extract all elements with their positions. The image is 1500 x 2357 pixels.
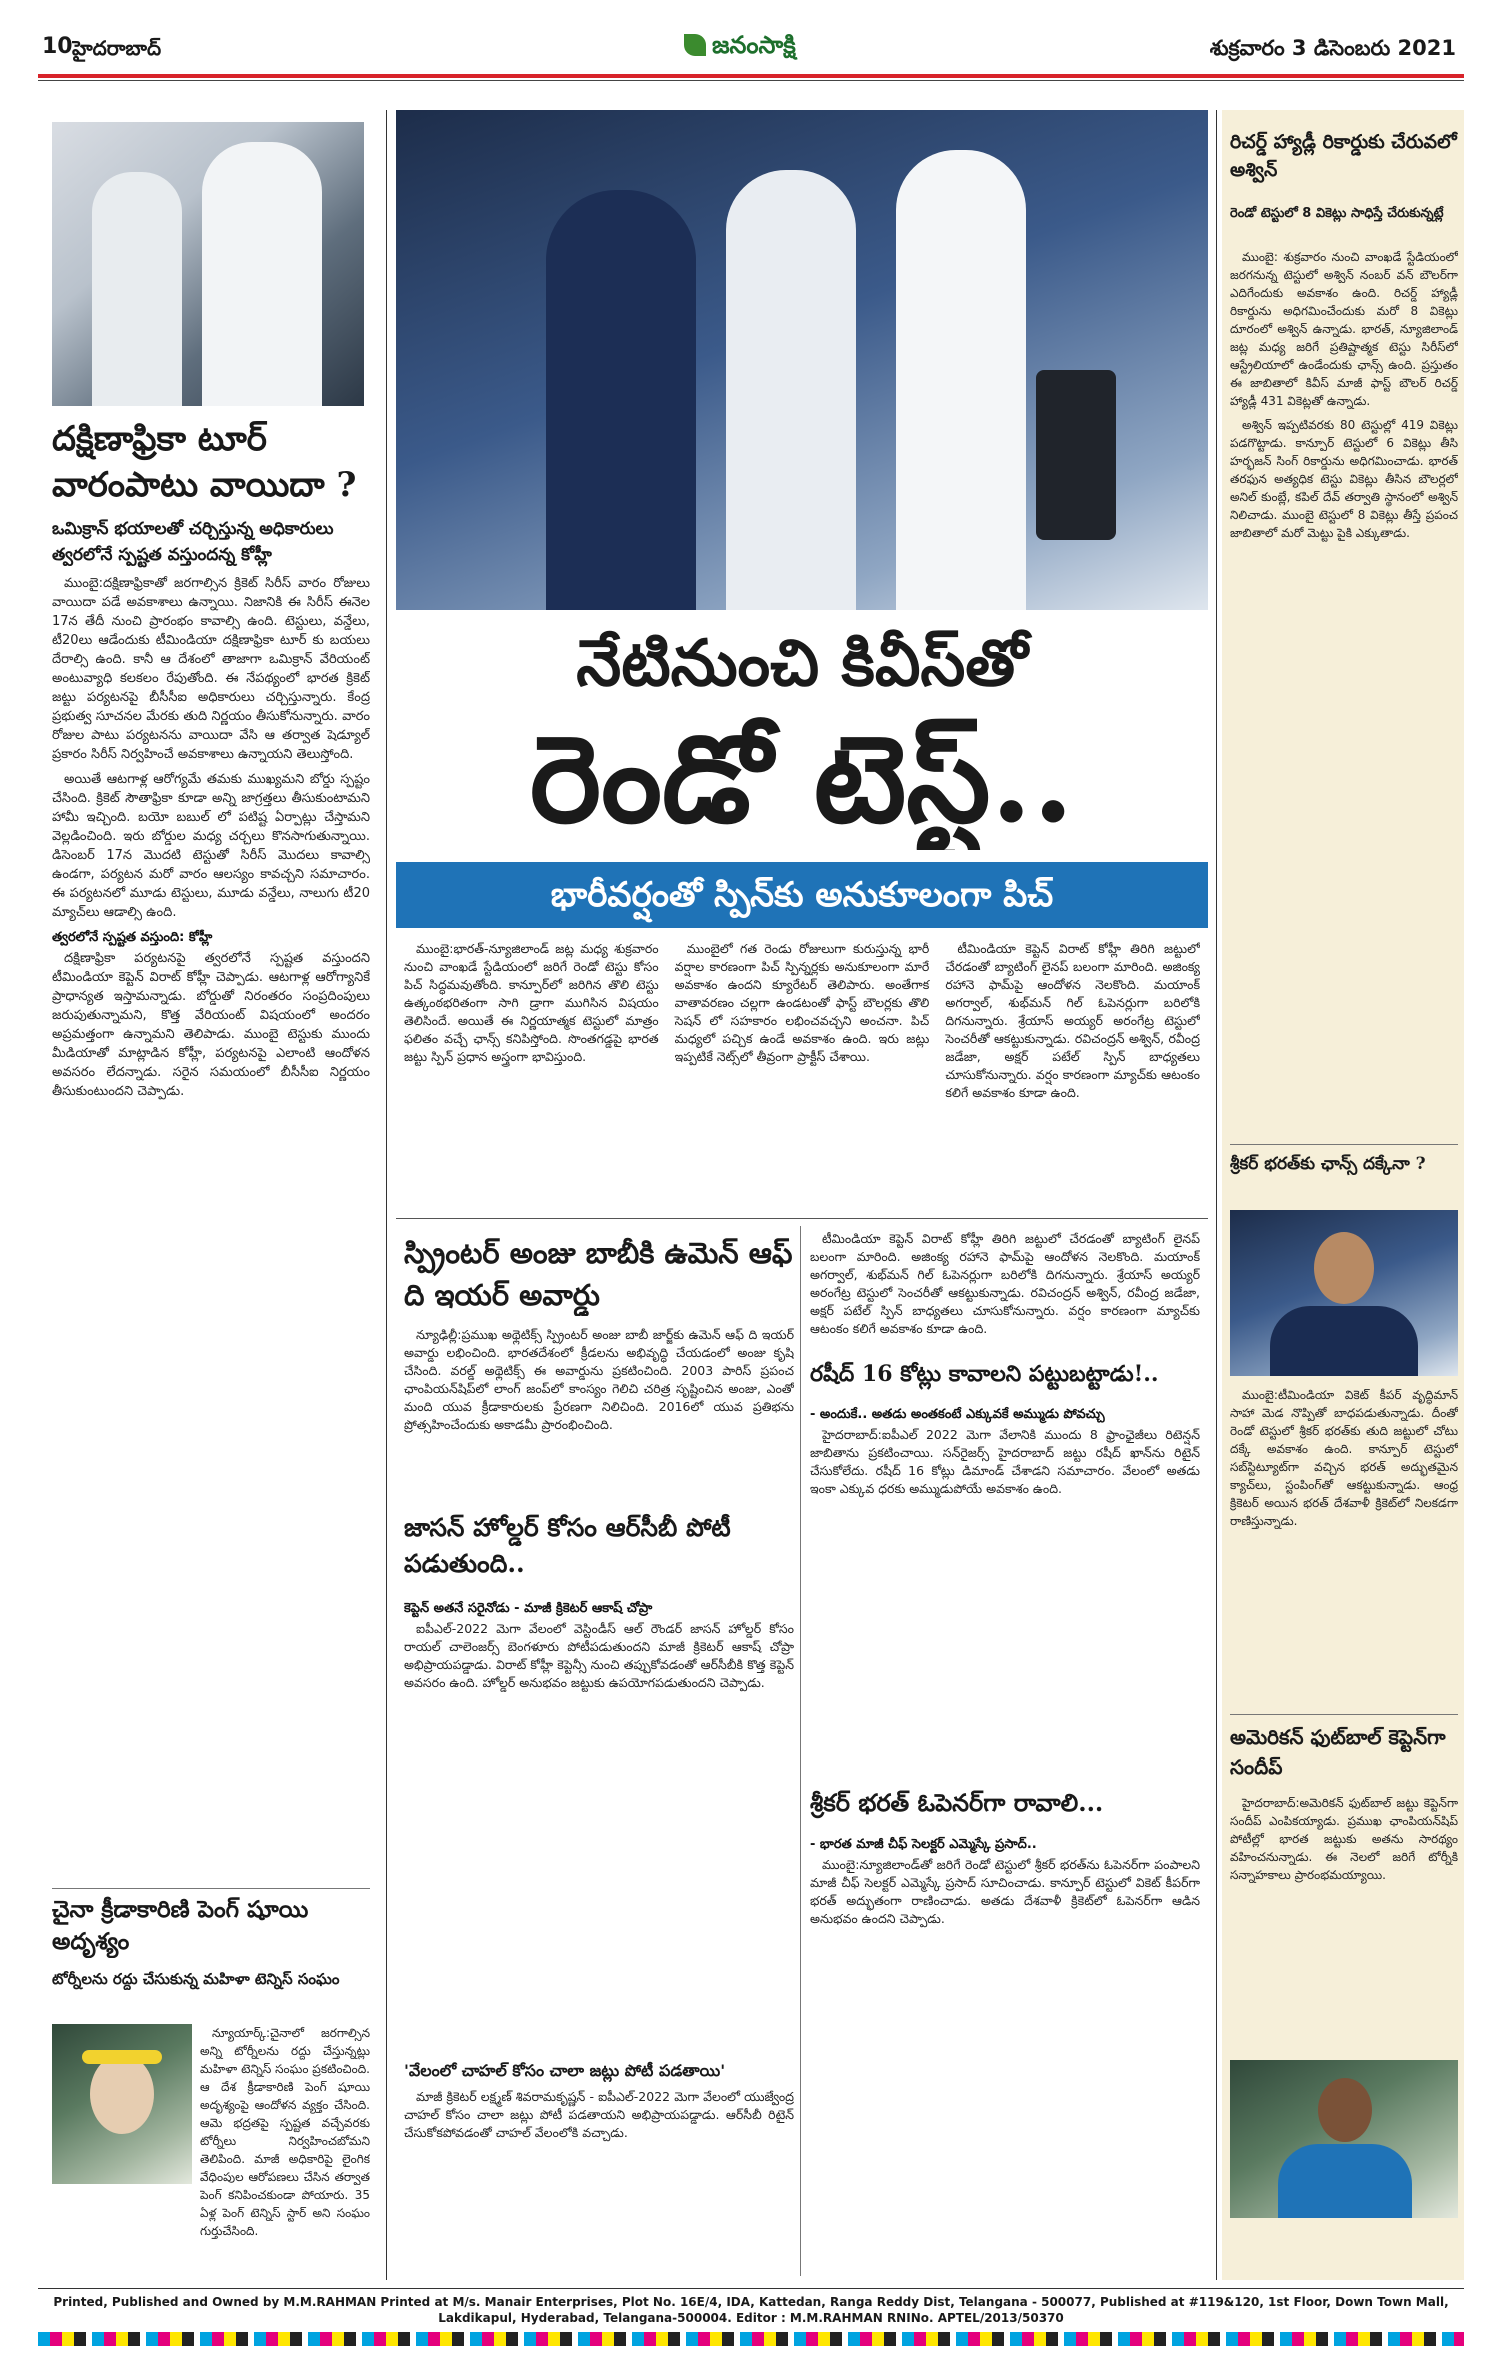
peng-visor xyxy=(82,2050,162,2064)
luggage-trolley xyxy=(1036,370,1116,540)
left-headline: దక్షిణాఫ్రికా టూర్ వారంపాటు వాయిదా ? xyxy=(52,419,357,505)
bharat-face xyxy=(1314,1232,1374,1304)
bharat-body-para: ముంబై:న్యూజిలాండ్‌తో జరిగే రెండో టెస్టులో శ్రీకర్ భరత్‌ను ఓపెనర్‌గా పంపాలని మాజీ చీఫ్ సెలక్టర్ ఎమ్మెస్కే ప్రసాద్ సూచించాడు. కాన్పూర్ టెస్టులో వికెట్ కీపర్‌గా భరత్ అద్భుతంగా రాణించాడు. అతడు దేశవాళీ క్రికెట్‌లో ఓపెనర్‌గా ఆడిన అనుభవం ఉందని చెప్పాడు. xyxy=(810,1857,1200,1926)
banner-text: భారీవర్షంతో స్పిన్‌కు అనుకూలంగా పిచ్ xyxy=(550,875,1054,915)
player-figure-left xyxy=(92,172,182,406)
left-column xyxy=(38,88,378,2278)
sandeep-shoulders xyxy=(1278,2144,1412,2218)
holder-headline: జాసన్ హోల్డర్ కోసం ఆర్‌సీబీ పోటీ పడుతుంది.. xyxy=(404,1513,731,1578)
cont-body xyxy=(810,1230,1200,1350)
bharat-photo xyxy=(1230,1210,1458,1376)
test-story-para-3: టీమిండియా కెప్టెన్ విరాట్ కోహ్లీ తిరిగి జట్టులో చేరడంతో బ్యాటింగ్ లైనప్ బలంగా మారింది. అజింక్య రహానె ఫామ్‌పై ఆందోళన నెలకొంది. మయాంక్ అగర్వాల్, శుభ్‌మన్ గిల్ ఓపెనర్లుగా బరిలోకి దిగనున్నారు. శ్రేయాస్ అయ్యర్ అరంగేట్ర టెస్టులో సెంచరీతో ఆకట్టుకున్నాడు. రవిచంద్రన్ అశ్విన్, రవీంద్ర జడేజా, అక్షర్ పటేల్ స్పిన్ బాధ్యతలు చూసుకోనున్నారు. వర్షం కారణంగా మ్యాచ్‌కు ఆటంకం కలిగే అవకాశం కూడా ఉంది. xyxy=(945,941,1200,1100)
header-rule-thin xyxy=(38,80,1464,81)
footer-imprint: Printed, Published and Owned by M.M.RAHMAN Printed at M/s. Manair Enterprises, Plot No. 16E/4, IDA, Kattedan, Ranga Reddy Dist, Telangana - 500077, Published at #119&120, 1st Floor, Down Town Mall, Lakdikapul, Hyderabad, Telangana-500004. Editor : M.M.RAHMAN RNINo. APTEL/2013/50370 xyxy=(53,2295,1449,2325)
rashid-subline: - అందుకే.. అతడు అంతకంటే ఎక్కువకే అమ్ముడు పోవచ్చు xyxy=(810,1407,1105,1422)
team-arrival-photo xyxy=(396,110,1208,610)
left-body xyxy=(52,574,370,1194)
bharat-headline: శ్రీకర్ భరత్ ఓపెనర్‌గా రావాలి... xyxy=(810,1788,1104,1817)
peng-subhead: టోర్నీలను రద్దు చేసుకున్న మహిళా టెన్నిస్ సంఘం xyxy=(52,1970,340,1988)
left-subhead: ఒమిక్రాన్ భయాలతో చర్చిస్తున్న అధికారులు త్వరలోనే స్పష్టత వస్తుందన్న కోహ్లీ xyxy=(52,519,334,565)
left-body-para-2: అయితే ఆటగాళ్ల ఆరోగ్యమే తమకు ముఖ్యమని బోర్డు స్పష్టం చేసింది. క్రికెట్ సౌతాఫ్రికా కూడా అన్ని జాగ్రత్తలు తీసుకుంటామని హామీ ఇచ్చింది. బయో బబుల్ లో పటిష్ట ఏర్పాట్లు చేస్తామని వెల్లడించింది. ఇరు బోర్డుల మధ్య చర్చలు కొనసాగుతున్నాయి. డిసెంబర్ 17న మొదటి టెస్టుతో సిరీస్ మొదలు కావాల్సి ఉండగా, పర్యటన మరో వారం ఆలస్యం కావచ్చని సమాచారం. ఈ పర్యటనలో మూడు టెస్టులు, మూడు వన్డేలు, నాలుగు టీ20 మ్యాచ్‌లు ఆడాల్సి ఉంది. xyxy=(52,772,370,920)
chahal-body-para: మాజీ క్రికెటర్ లక్ష్మణ్ శివరామకృష్ణన్ - ఐపీఎల్-2022 మెగా వేలంలో యుజ్వేంద్ర చాహల్ కోసం చాలా జట్లు పోటీ పడతాయని అభిప్రాయపడ్డాడు. ఆర్‌సీబీ రిటైన్ చేసుకోకపోవడంతో చాహల్ వేలంలోకి వచ్చాడు. xyxy=(404,2089,794,2140)
anju-headline: స్ప్రింటర్ అంజు బాబీకి ఉమెన్ ఆఫ్ ది ఇయర్ అవార్డు xyxy=(404,1236,793,1312)
sandeep-face xyxy=(1318,2078,1372,2142)
color-registration-bar xyxy=(38,2332,1464,2346)
headline-main: రెండో టెస్ట్.. xyxy=(529,710,1075,850)
anju-body xyxy=(404,1326,794,1506)
player-silhouette-2 xyxy=(726,170,856,610)
ashwin-headline: రిచర్డ్ హ్యాడ్లీ రికార్డుకు చేరువలో అశ్విన్ xyxy=(1230,131,1457,181)
rashid-body xyxy=(810,1400,1200,1770)
anju-body-para: న్యూఢిల్లీ:ప్రముఖ అథ్లెటిక్స్ స్ప్రింటర్ అంజు బాబీ జార్జ్‌కు ఉమెన్ ఆఫ్ ది ఇయర్ అవార్డు లభించింది. భారతదేశంలో క్రీడలను అభివృద్ధి చేయడంలో అంజు కృషి చేసింది. వరల్డ్ అథ్లెటిక్స్ ఈ అవార్డును ప్రకటించింది. 2003 పారిస్ ప్రపంచ ఛాంపియన్‌షిప్‌లో లాంగ్ జంప్‌లో కాంస్యం గెలిచి చరిత్ర సృష్టించిన అంజు, ఎంతో మంది యువ క్రీడాకారులకు ప్రేరణగా నిలిచింది. 2016లో యువ ప్రతిభను ప్రోత్సహించేందుకు అకాడమీ ప్రారంభించింది. xyxy=(404,1327,794,1432)
ashwin-subhead: రెండో టెస్టులో 8 వికెట్లు సాధిస్తే చేరుకున్నట్లే xyxy=(1230,206,1444,221)
center-divider xyxy=(396,1218,1208,1219)
holder-body-para: ఐపీఎల్-2022 మెగా వేలంలో వెస్టిండీస్ ఆల్ రౌండర్ జాసన్ హోల్డర్ కోసం రాయల్ చాలెంజర్స్ బెంగళూరు పోటీపడుతుందని మాజీ క్రికెటర్ ఆకాష్ చోప్రా అభిప్రాయపడ్డాడు. విరాట్ కోహ్లీ కెప్టెన్సీ నుంచి తప్పుకోవడంతో ఆర్‌సీబీకి కొత్త కెప్టెన్ అవసరం ఉంది. హోల్డర్ అనుభవం జట్టుకు ఉపయోగపడుతుందని చెప్పాడు. xyxy=(404,1621,794,1690)
ashwin-body xyxy=(1230,248,1458,1148)
left-col-rule xyxy=(386,110,387,2280)
ashwin-body-para-2: అశ్విన్ ఇప్పటివరకు 80 టెస్టుల్లో 419 వికెట్లు పడగొట్టాడు. కాన్పూర్ టెస్టులో 6 వికెట్లు తీసి హర్భజన్ సింగ్ రికార్డును అధిగమించాడు. భారత్ తరఫున అత్యధిక టెస్టు వికెట్లు తీసిన బౌలర్లలో అనిల్ కుంబ్లే, కపిల్ దేవ్ తర్వాతి స్థానంలో అశ్విన్ నిలిచాడు. ముంబై టెస్టులో 8 వికెట్లు తీస్తే ప్రపంచ జాబితాలో మరో మెట్టు పైకి ఎక్కుతాడు. xyxy=(1230,418,1458,540)
masthead-leaf-icon xyxy=(684,34,706,56)
right-column xyxy=(1222,110,1464,2280)
headline-banner xyxy=(396,862,1208,928)
player-silhouette-3 xyxy=(896,150,1026,610)
bharat-body xyxy=(810,1830,1200,2270)
right-divider-2 xyxy=(1230,1714,1458,1715)
right-col-rule xyxy=(1216,110,1217,2280)
peng-face xyxy=(90,2054,154,2134)
issue-date: శుక్రవారం 3 డిసెంబరు 2021 xyxy=(1209,36,1456,60)
left-body-para-3: దక్షిణాఫ్రికా పర్యటనపై త్వరలోనే స్పష్టత వస్తుందని టీమిండియా కెప్టెన్ విరాట్ కోహ్లీ చెప్పాడు. ఆటగాళ్ల ఆరోగ్యానికే ప్రాధాన్యత ఇస్తామన్నాడు. బోర్డుతో నిరంతరం సంప్రదింపులు జరుపుతున్నామని, కొత్త వేరియంట్ విషయంలో అందరం అప్రమత్తంగా ఉన్నామని తెలిపాడు. ముంబై టెస్టుకు ముందు మీడియాతో మాట్లాడిన కోహ్లీ, పర్యటనపై ఎలాంటి ఆందోళన అవసరం లేదన్నాడు. సరైన సమయంలో బీసీసీఐ నిర్ణయం తీసుకుంటుందని చెప్పాడు. xyxy=(52,951,370,1099)
player-silhouette-1 xyxy=(546,190,696,610)
player-figure-right xyxy=(202,142,322,406)
header-rule xyxy=(38,74,1464,78)
center-column xyxy=(396,110,1208,2280)
right-divider-1 xyxy=(1230,1144,1458,1145)
peng-body-para: న్యూయార్క్:చైనాలో జరగాల్సిన అన్ని టోర్నీలను రద్దు చేస్తున్నట్లు మహిళా టెన్నిస్ సంఘం ప్రకటించింది. ఆ దేశ క్రీడాకారిణి పెంగ్ షూయి అదృశ్యంపై ఆందోళన వ్యక్తం చేసింది. ఆమె భద్రతపై స్పష్టత వచ్చేవరకు టోర్నీలు నిర్వహించబోమని తెలిపింది. మాజీ అధికారిపై లైంగిక వేధింపుల ఆరోపణలు చేసిన తర్వాత పెంగ్ కనిపించకుండా పోయారు. 35 ఏళ్ల పెంగ్ టెన్నిస్ స్టార్ అని సంఘం గుర్తుచేసింది. xyxy=(200,2026,370,2238)
city-label: హైదరాబాద్ xyxy=(72,36,162,60)
left-divider xyxy=(52,1888,370,1889)
footer-rule xyxy=(38,2288,1464,2289)
cont-body-para: టీమిండియా కెప్టెన్ విరాట్ కోహ్లీ తిరిగి జట్టులో చేరడంతో బ్యాటింగ్ లైనప్ బలంగా మారింది. అజింక్య రహానె ఫామ్‌పై ఆందోళన నెలకొంది. మయాంక్ అగర్వాల్, శుభ్‌మన్ గిల్ ఓపెనర్లుగా బరిలోకి దిగనున్నారు. శ్రేయాస్ అయ్యర్ అరంగేట్ర టెస్టులో సెంచరీతో ఆకట్టుకున్నాడు. రవిచంద్రన్ అశ్విన్, రవీంద్ర జడేజా, అక్షర్ పటేల్ స్పిన్ బాధ్యతలు చూసుకోనున్నారు. వర్షం కారణంగా మ్యాచ్‌కు ఆటంకం కలిగే అవకాశం కూడా ఉంది. xyxy=(810,1231,1200,1336)
chahal-headline: 'వేలంలో చాహల్ కోసం చాలా జట్లు పోటీ పడతాయి' xyxy=(404,2061,726,2080)
rashid-headline: రషీద్ 16 కోట్లు కావాలని పట్టుబట్టాడు!.. xyxy=(810,1361,1159,1387)
holder-subline: కెప్టెన్ అతనే సరైనోడు - మాజీ క్రికెటర్ ఆకాష్ చోప్రా xyxy=(404,1601,653,1616)
center-mid-rule xyxy=(800,1226,801,2276)
left-body-para-1: ముంబై:దక్షిణాఫ్రికాతో జరగాల్సిన క్రికెట్ సిరీస్ వారం రోజులు వాయిదా పడే అవకాశాలు ఉన్నాయి. నిజానికి ఈ సిరీస్ ఈనెల 17న తేదీ నుంచి ప్రారంభం కావాల్సి ఉంది. టెస్టులు, వన్డేలు, టీ20లు ఆడేందుకు టీమిండియా దక్షిణాఫ్రికా టూర్ కు బయలు దేరాల్సి ఉంది. కానీ ఆ దేశంలో తాజాగా ఒమిక్రాన్ వేరియంట్ అంటువ్యాధి కలకలం రేపుతోంది. ఈ నేపథ్యంలో భారత క్రికెట్ జట్టు పర్యటనపై బీసీసీఐ అధికారులు చర్చిస్తున్నారు. కేంద్ర ప్రభుత్వ సూచనల మేరకు తుది నిర్ణయం తీసుకోనున్నారు. వారం రోజుల పాటు పర్యటనను వాయిదా వేసి ఆ తర్వాత షెడ్యూల్ ప్రకారం సిరీస్ నిర్వహించే అవకాశాలు ఉన్నాయని తెలుస్తోంది. xyxy=(52,576,370,762)
sandeep-photo xyxy=(1230,2060,1458,2218)
kohli-ashwin-photo xyxy=(52,122,364,406)
bharat-chance-para: ముంబై:టీమిండియా వికెట్ కీపర్ వృద్ధిమాన్ సాహా మెడ నొప్పితో బాధపడుతున్నాడు. దీంతో రెండో టెస్టులో శ్రీకర్ భరత్‌కు తుది జట్టులో చోటు దక్కే అవకాశం ఉంది. కాన్పూర్ టెస్టులో సబ్‌స్టిట్యూట్‌గా వచ్చిన భరత్ అద్భుతమైన క్యాచ్‌లు, స్టంపింగ్‌తో ఆకట్టుకున్నాడు. ఆంధ్ర క్రికెటర్ అయిన భరత్ దేశవాళీ క్రికెట్‌లో నిలకడగా రాణిస్తున్నాడు. xyxy=(1230,1388,1458,1528)
chahal-body xyxy=(404,2088,794,2268)
masthead-text: జనంసాక్షి xyxy=(712,31,796,59)
bharat-subline: - భారత మాజీ చీఫ్ సెలక్టర్ ఎమ్మెస్కే ప్రసాద్.. xyxy=(810,1837,1037,1852)
masthead-logo xyxy=(680,26,840,66)
bharat-shoulders xyxy=(1270,1306,1418,1376)
sandeep-body-para: హైదరాబాద్:అమెరికన్ ఫుట్‌బాల్ జట్టు కెప్టెన్‌గా సందీప్ ఎంపికయ్యాడు. ప్రముఖ ఛాంపియన్‌షిప్ పోటీల్లో భారత జట్టుకు అతను సారథ్యం వహించనున్నాడు. ఈ నెలలో జరిగే టోర్నీకి సన్నాహకాలు ప్రారంభమయ్యాయి. xyxy=(1230,1796,1458,1882)
peng-headline: చైనా క్రీడాకారిణి పెంగ్ షూయి అదృశ్యం xyxy=(52,1896,309,1955)
test-story-para-2: ముంబైలో గత రెండు రోజులుగా కురుస్తున్న భారీ వర్షాల కారణంగా పిచ్ స్పిన్నర్లకు అనుకూలంగా మారే అవకాశం ఉందని క్యూరేటర్ తెలిపారు. అంతేగాక వాతావరణం చల్లగా ఉండటంతో ఫాస్ట్ బౌలర్లకు తొలి సెషన్ లో సహకారం లభించవచ్చని అంచనా. పిచ్ మధ్యలో పచ్చిక ఉండే అవకాశం ఉంది. ఇరు జట్లు ఇప్పటికే నెట్స్‌లో తీవ్రంగా ప్రాక్టీస్ చేశాయి. xyxy=(674,941,930,1064)
sandeep-headline: అమెరికన్ ఫుట్‌బాల్ కెప్టెన్‌గా సందీప్ xyxy=(1230,1725,1446,1779)
sandeep-body xyxy=(1230,1794,1458,2054)
left-subtitle: త్వరలోనే స్పష్టత వస్తుంది: కోహ్లీ xyxy=(52,930,213,945)
headline-top: నేటినుంచి కివీస్‌తో xyxy=(576,626,1028,701)
holder-body xyxy=(404,1594,794,2054)
peng-body xyxy=(200,2024,370,2264)
test-story-body xyxy=(404,940,1200,1210)
peng-photo xyxy=(52,2024,192,2184)
rashid-body-para: హైదరాబాద్:ఐపీఎల్ 2022 మెగా వేలానికి ముందు 8 ఫ్రాంఛైజీలు రిటెన్షన్ జాబితాను ప్రకటించాయి. సన్‌రైజర్స్ హైదరాబాద్ జట్టు రషీద్ ఖాన్‌ను రిటైన్ చేసుకోలేదు. రషీద్ 16 కోట్లు డిమాండ్ చేశాడని సమాచారం. వేలంలో అతడు ఇంకా ఎక్కువ ధరకు అమ్ముడుపోయే అవకాశం ఉంది. xyxy=(810,1427,1200,1496)
ashwin-body-para-1: ముంబై: శుక్రవారం నుంచి వాంఖడే స్టేడియంలో జరగనున్న టెస్టులో అశ్విన్ నంబర్ వన్ బౌలర్‌గా ఎదిగేందుకు అవకాశం ఉంది. రిచర్డ్ హ్యాడ్లీ రికార్డును అధిగమించేందుకు మరో 8 వికెట్లు దూరంలో అశ్విన్ ఉన్నాడు. భారత్, న్యూజిలాండ్ జట్ల మధ్య జరిగే ప్రతిష్టాత్మక టెస్టు సిరీస్‌లో ఆస్ట్రేలియాలో ఉండేందుకు ఛాన్స్ ఉంది. ప్రస్తుతం ఈ జాబితాలో కివీస్ మాజీ ఫాస్ట్ బౌలర్ రిచర్డ్ హ్యాడ్లీ 431 వికెట్లతో ఉన్నాడు. xyxy=(1230,250,1458,408)
page-number: 10 xyxy=(42,34,73,59)
bharat-chance-headline: శ్రీకర్ భరత్‌కు ఛాన్స్ దక్కేనా ? xyxy=(1230,1154,1426,1174)
test-story-para-1: ముంబై:భారత్-న్యూజిలాండ్ జట్ల మధ్య శుక్రవారం నుంచి వాంఖడే స్టేడియంలో జరిగే రెండో టెస్టు కోసం పిచ్ సిద్ధమవుతోంది. కాన్పూర్‌లో జరిగిన తొలి టెస్టు ఉత్కంఠభరితంగా సాగి డ్రాగా ముగిసిన విషయం తెలిసిందే. అయితే ఈ నిర్ణయాత్మక టెస్టులో మాత్రం ఫలితం వచ్చే ఛాన్స్ కనిపిస్తోంది. సొంతగడ్డపై భారత జట్టు స్పిన్ ప్రధాన అస్త్రంగా భావిస్తుంది. xyxy=(404,941,659,1064)
